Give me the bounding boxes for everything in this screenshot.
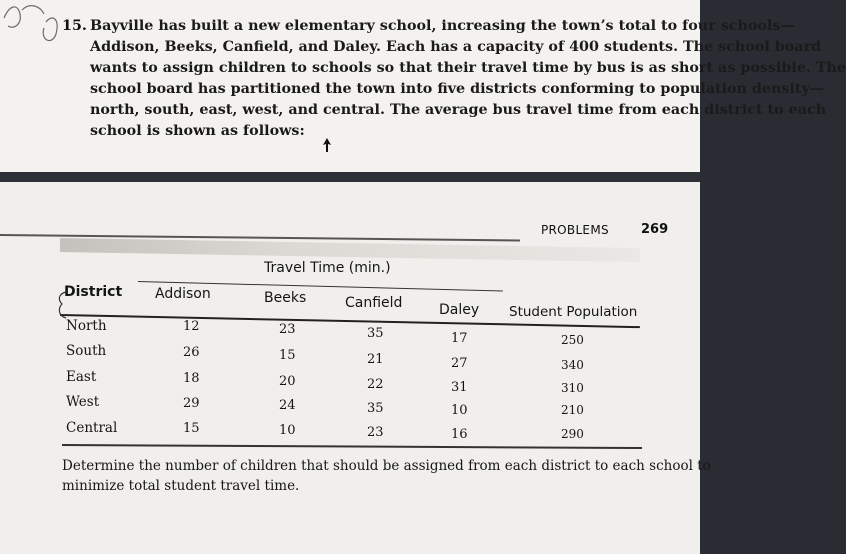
problem-line: wants to assign children to schools so that their travel time by bus is as short as possible. The <box>90 60 846 76</box>
cell-population: 250 <box>561 333 584 347</box>
pen-scribble-mark <box>0 0 60 40</box>
question-line: minimize total student travel time. <box>62 478 300 494</box>
row-district: South <box>66 343 107 359</box>
margin-bracket-mark <box>52 290 68 320</box>
problem-line: north, south, east, west, and central. The average bus travel time from each district to each <box>90 102 827 118</box>
row-district: North <box>66 318 107 334</box>
table-bottom-rule <box>62 444 642 449</box>
problem-line: Bayville has built a new elementary school, increasing the town’s total to four schools— <box>90 18 795 34</box>
column-header-addison: Addison <box>155 286 211 302</box>
cell-beeks: 23 <box>279 322 296 337</box>
cell-daley: 27 <box>451 356 468 371</box>
cell-daley: 16 <box>451 427 468 442</box>
cell-addison: 18 <box>183 371 200 386</box>
cell-population: 310 <box>561 381 584 395</box>
column-header-population: Student Population <box>509 304 638 320</box>
problem-statement-page <box>0 0 846 172</box>
problem-line: school is shown as follows: <box>90 123 305 139</box>
cell-beeks: 15 <box>279 348 296 363</box>
cell-daley: 31 <box>451 380 468 395</box>
table-caption: Travel Time (min.) <box>264 260 391 276</box>
page-number: 269 <box>641 222 669 237</box>
problem-line: Addison, Beeks, Canfield, and Daley. Each has a capacity of 400 students. The school board <box>90 39 822 55</box>
cell-daley: 10 <box>451 403 468 418</box>
problem-line: school board has partitioned the town into five districts conforming to population density— <box>90 81 825 97</box>
cell-population: 340 <box>561 358 584 372</box>
cell-beeks: 10 <box>279 423 296 438</box>
running-head: PROBLEMS <box>541 223 609 237</box>
mouse-pointer-icon <box>322 138 332 152</box>
cell-canfield: 23 <box>367 425 384 440</box>
cell-canfield: 35 <box>367 326 384 341</box>
column-header-district: District <box>64 284 123 300</box>
cell-addison: 12 <box>183 319 200 334</box>
cell-beeks: 20 <box>279 374 296 389</box>
travel-time-table <box>0 182 711 554</box>
photo-gap <box>0 172 700 182</box>
cell-canfield: 21 <box>367 352 384 367</box>
cell-addison: 29 <box>183 396 200 411</box>
column-header-daley: Daley <box>439 302 480 318</box>
row-district: East <box>66 369 97 385</box>
cell-population: 210 <box>561 403 584 417</box>
cell-addison: 15 <box>183 421 200 436</box>
cell-canfield: 22 <box>367 377 384 392</box>
cell-beeks: 24 <box>279 398 296 413</box>
table-page <box>0 182 711 554</box>
problem-text <box>62 16 846 142</box>
column-header-canfield: Canfield <box>345 295 403 311</box>
question-line: Determine the number of children that should be assigned from each district to each school to <box>62 458 711 474</box>
cell-daley: 17 <box>451 331 468 346</box>
row-district: Central <box>66 420 118 436</box>
question-text <box>62 456 711 496</box>
column-header-beeks: Beeks <box>264 290 307 306</box>
cell-addison: 26 <box>183 345 200 360</box>
problem-number: 15. <box>62 18 87 34</box>
cell-population: 290 <box>561 427 584 441</box>
row-district: West <box>66 394 100 410</box>
cell-canfield: 35 <box>367 401 384 416</box>
